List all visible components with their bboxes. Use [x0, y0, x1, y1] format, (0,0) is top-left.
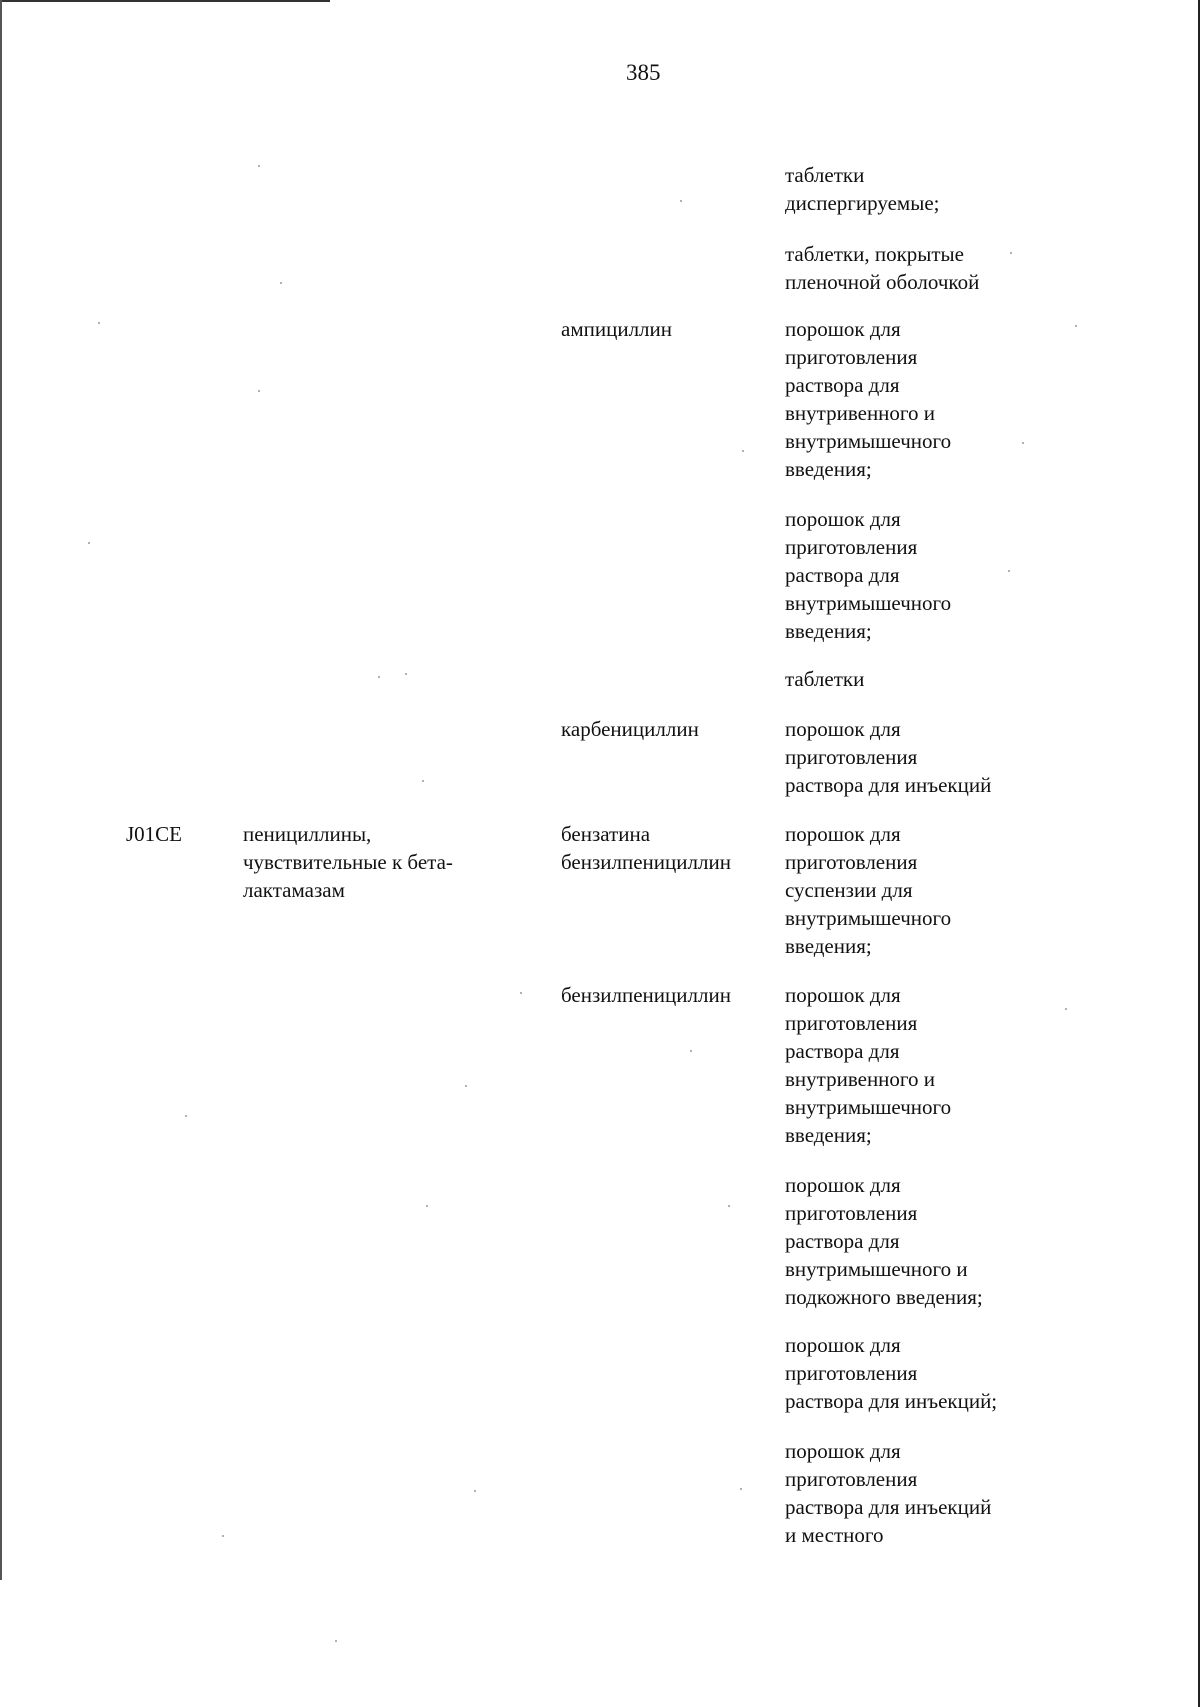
dosage-form-cell: порошок для приготовления раствора для внутримышечного и подкожного введения; [785, 1173, 983, 1309]
drug-name-cell: ампициллин [561, 317, 672, 341]
scan-speck [742, 450, 744, 452]
scan-speck [426, 1205, 428, 1207]
scan-edge-top [0, 0, 330, 2]
dosage-form-cell: порошок для приготовления раствора для инъекций; [785, 1333, 998, 1413]
atc-code-cell: J01CE [126, 822, 183, 846]
scan-speck [335, 1640, 337, 1642]
scan-speck [1065, 1008, 1067, 1010]
scan-speck [1022, 442, 1024, 444]
dosage-form-cell: порошок для приготовления раствора для внутривенного и внутримышечного введения; [785, 317, 952, 481]
drug-name-cell: бензилпенициллин [561, 983, 731, 1007]
scan-speck [690, 1050, 692, 1052]
dosage-form-cell: порошок для приготовления раствора для инъекций и местного [785, 1439, 992, 1547]
scan-speck [258, 165, 260, 167]
scan-edge-left [0, 0, 2, 1580]
drug-name-cell: бензатина бензилпенициллин [561, 822, 731, 874]
scan-speck [405, 673, 407, 675]
dosage-form-cell: порошок для приготовления раствора для внутривенного и внутримышечного введения; [785, 983, 952, 1147]
scan-speck [740, 1488, 742, 1490]
page-number: 385 [626, 60, 661, 85]
scan-speck [1010, 252, 1012, 254]
scan-speck [98, 322, 100, 324]
pharmacological-group-cell: пенициллины, чувствительные к бета- лактамазам [243, 822, 453, 902]
dosage-form-cell: таблетки [785, 667, 865, 691]
scan-speck [378, 676, 380, 678]
scan-speck [185, 1115, 187, 1117]
scan-speck [258, 390, 260, 392]
dosage-form-cell: порошок для приготовления суспензии для внутримышечного введения; [785, 822, 952, 958]
dosage-form-cell: порошок для приготовления раствора для инъекций [785, 717, 992, 797]
dosage-form-cell: таблетки диспергируемые; [785, 163, 940, 215]
scan-speck [474, 1490, 476, 1492]
scan-speck [1075, 325, 1077, 327]
drug-name-cell: карбенициллин [561, 717, 699, 741]
scan-speck [88, 542, 90, 544]
scan-speck [465, 1085, 467, 1087]
scan-speck [280, 282, 282, 284]
dosage-form-cell: порошок для приготовления раствора для внутримышечного введения; [785, 507, 952, 643]
scan-speck [680, 200, 682, 202]
scan-speck [422, 780, 424, 782]
scan-speck [222, 1535, 224, 1537]
scan-speck [1008, 570, 1010, 572]
scan-speck [728, 1205, 730, 1207]
dosage-form-cell: таблетки, покрытые пленочной оболочкой [785, 242, 980, 294]
scan-speck [520, 992, 522, 994]
